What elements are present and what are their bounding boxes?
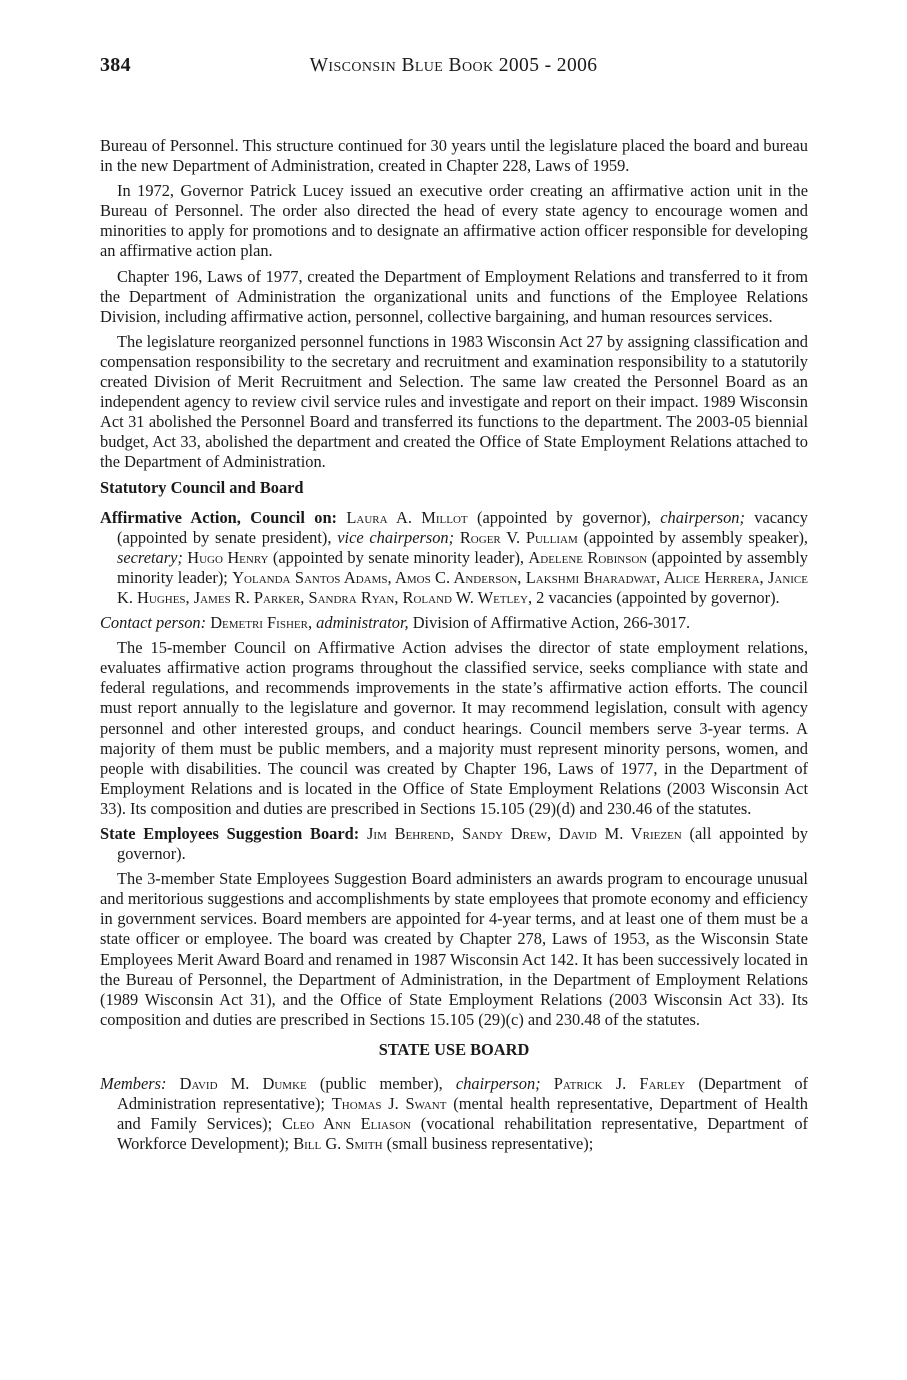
statutory-heading: Statutory Council and Board — [100, 477, 304, 497]
suggestion-board-title: State Employees Suggestion Board: — [100, 824, 360, 843]
member-name: Cleo Ann Eliason — [281, 1114, 411, 1134]
member-names: Jim Behrend, Sandy Drew, David M. Vriezen — [367, 824, 682, 843]
contact-role: administrator, — [316, 613, 409, 633]
member-names: Yolanda Santos Adams, Amos C. Anderson, Lakshmi Bharadwat, Alice Herrera, Janice K. Hughes, James R. Parker, Sandra Ryan, Roland W. Wetley, — [117, 567, 808, 607]
role: chairperson; — [660, 507, 745, 527]
member-name: Roger V. Pulliam — [459, 527, 578, 547]
member-name: Adelene Robinson — [528, 547, 648, 567]
contact-label: Contact person: — [100, 613, 207, 633]
member-name: Hugo Henry — [187, 547, 269, 567]
suggestion-board-entry: State Employees Suggestion Board: Jim Behrend, Sandy Drew, David M. Vriezen (all appointed by governor). — [100, 824, 808, 864]
contact-name: Demetri Fisher, — [210, 613, 313, 633]
role: chairperson; — [455, 1074, 541, 1094]
affirmative-action-title: Affirmative Action, Council on: — [100, 507, 338, 527]
paragraph-1983-reorganization: The legislature reorganized personnel functions in 1983 Wisconsin Act 27 by assigning classification and compensation responsibility to the secretary and recruitment and examination responsibility to a statutorily created Division of Merit Recruitment and Selection. The same law created the Personnel Board as an independent agency to review civil service rules and investigate and report on their impact. 1989 Wisconsin Act 31 abolished the Personnel Board and transferred its functions to the department. The 2003-05 biennial budget, Act 33, abolished the department and created the Office of State Employment Relations attached to the Department of Administration. — [100, 331, 808, 472]
page-body — [100, 136, 808, 1159]
affirmative-contact: Contact person: Demetri Fisher, administrator, Division of Affirmative Action, 266-3017. — [100, 613, 691, 633]
paragraph-chapter-196: Chapter 196, Laws of 1977, created the Department of Employment Relations and transferred to it from the Department of Administration the organizational units and functions of the Employee Relations Division, including affirmative action, personnel, collective bargaining, and human resources services. — [100, 266, 808, 326]
suggestion-description: The 3-member State Employees Suggestion Board administers an awards program to encourage unusual and meritorious suggestions and accomplishments by state employees that promote economy and efficiency in government services. Board members are appointed for 4-year terms, and at least one of them must be a state officer or employee. The board was created by Chapter 278, Laws of 1953, as the Wisconsin State Employees Merit Award Board and renamed in 1987 Wisconsin Act 142. It has been successively located in the Bureau of Personnel, the Department of Administration, in the Department of Employment Relations (1989 Wisconsin Act 31), and the Office of State Employment Relations (2003 Wisconsin Act 33). Its composition and duties are prescribed in Sections 15.105 (29)(c) and 230.48 of the statutes. — [100, 869, 808, 1029]
paragraph-1972-order: In 1972, Governor Patrick Lucey issued an executive order creating an affirmative action unit in the Bureau of Personnel. The order also directed the head of every state agency to encourage women and minorities to apply for promotions and to designate an affirmative action officer responsible for developing an affirmative action plan. — [100, 181, 808, 261]
paragraph-bureau-continuation: Bureau of Personnel. This structure continued for 30 years until the legislature placed the board and bureau in the new Department of Administration, created in Chapter 228, Laws of 1959. — [100, 136, 808, 176]
member-name: Thomas J. Swant — [331, 1094, 447, 1114]
running-head: Wisconsin Blue Book 2005 - 2006 — [309, 55, 598, 76]
member-name: David M. Dumke — [179, 1074, 307, 1094]
page-number: 384 — [100, 54, 131, 76]
role: secretary; — [117, 547, 183, 567]
role: vice chairperson; — [337, 527, 455, 547]
state-use-heading: STATE USE BOARD — [378, 1039, 530, 1059]
member-name: Bill G. Smith — [293, 1134, 383, 1154]
members-label: Members: — [100, 1074, 167, 1094]
affirmative-action-council-entry: Affirmative Action, Council on: Laura A. Millot (appointed by governor), chairperson; vacancy (appointed by senate president), vice chairperson; Roger V. Pulliam (appointed by assembly speaker), secretary; Hugo Henry (appointed by senate minority leader), Adelene Robinson (appointed by assembly minority leader); Yolanda Santos Adams, Amos C. Anderson, Lakshmi Bharadwat, Alice Herrera, Janice K. Hughes, James R. Parker, Sandra Ryan, Roland W. Wetley, 2 vacancies (appointed by governor). — [100, 507, 808, 607]
affirmative-description: The 15-member Council on Affirmative Action advises the director of state employment relations, evaluates affirmative action programs throughout the classified service, seeks compliance with state and federal regulations, and recommends improvements in the state’s affirmative action efforts. The council must report annually to the legislature and governor. It may recommend legislation, consult with agency personnel and other interested groups, and conduct hearings. Council members serve 3-year terms. A majority of them must be public members, and a majority must represent minority persons, women, and people with disabilities. The council was created by Chapter 196, Laws of 1977, in the Department of Employment Relations and is located in the Office of State Employment Relations (2003 Wisconsin Act 33). Its composition and duties are prescribed in Sections 15.105 (29)(d) and 230.46 of the statutes. — [100, 638, 808, 818]
member-name: Patrick J. Farley — [553, 1074, 686, 1094]
member-name: Laura A. Millot — [346, 507, 468, 527]
state-use-members: Members: David M. Dumke (public member), chairperson; Patrick J. Farley (Department of Administration representative); Thomas J. Swant (mental health representative, Department of Health and Family Services); Cleo Ann Eliason (vocational rehabilitation representative, Department of Workforce Development); Bill G. Smith (small business representative); — [100, 1074, 809, 1154]
